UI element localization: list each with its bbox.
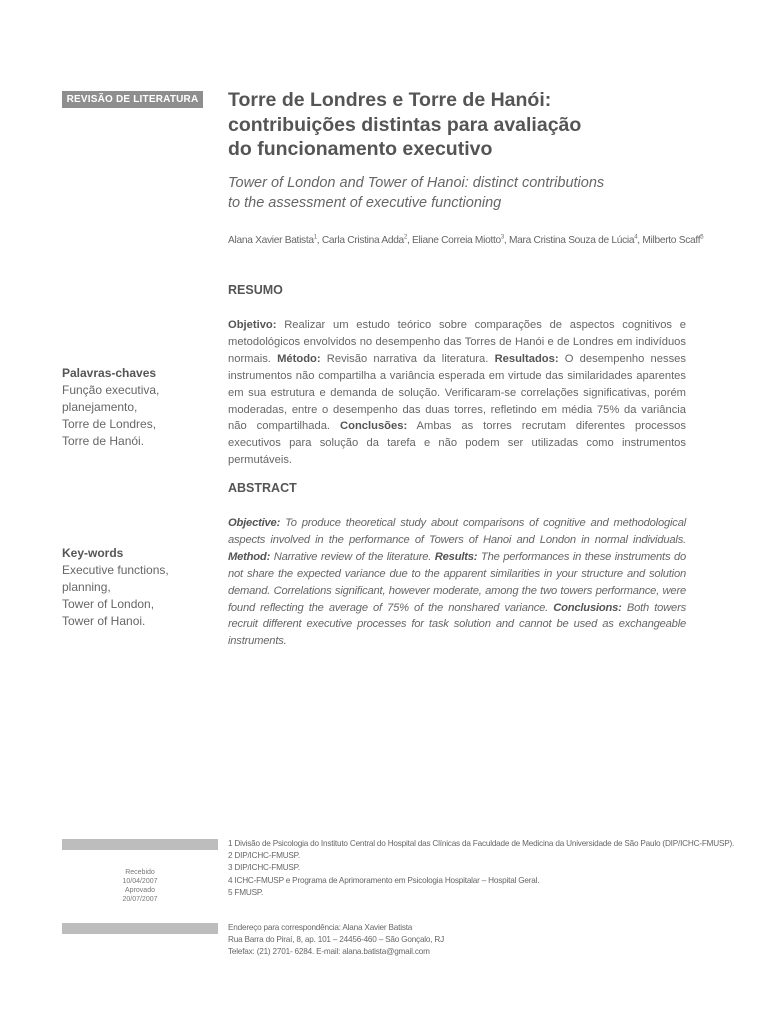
correspondence-address [228,922,748,959]
article-subtitle [228,173,728,213]
subtitle-line: Tower of London and Tower of Hanoi: distinct contributions [228,175,605,191]
author-affiliation: 3 [500,234,504,241]
footnote: 2 DIP/ICHC-FMUSP. [228,851,300,861]
metodo-text: Revisão narrativa da literatura. [320,352,495,365]
conclusoes-label: Conclusões: [340,420,408,433]
received-label: Recebido [125,869,155,876]
keyword-item: planning, [62,580,111,594]
approved-label: Aprovado [125,887,155,894]
method-label: Method: [228,550,271,563]
section-tag: REVISÃO DE LITERATURA [62,91,203,108]
author-affiliation: 4 [634,234,638,241]
keywords-pt-heading: Palavras-chaves [62,366,157,380]
title-line: do funcionamento executivo [228,138,493,160]
author-affiliation: 5 [700,234,704,241]
keywords-pt [62,365,222,450]
correspondence-line: Endereço para correspondência: Alana Xavier Batista [228,923,413,932]
title-line: Torre de Londres e Torre de Hanói: [228,89,552,111]
keyword-item: Executive functions, [62,563,169,577]
resultados-label: Resultados: [494,352,559,365]
results-text: The performances in these instruments do not share the expected variance due to the apparent similarities in your structure and solution demand. Correlations significant, however moderate, among the two towers performance, were found reflecting the average of 75% of the nonshared variance. [228,550,686,614]
correspondence-line: Rua Barra do Piraí, 8, ap. 101 – 24456-460 – São Gonçalo, RJ [228,935,445,945]
author-name: Milberto Scaff [642,235,701,246]
correspondence-line: Telefax: (21) 2701- 6284. E-mail: alana.batista@gmail.com [228,947,430,957]
submission-dates [62,868,218,904]
footnote: 5 FMUSP. [228,887,264,897]
objetivo-label: Objetivo: [228,319,277,331]
keyword-item: Tower of London, [62,597,155,611]
author-affiliation: 1 [313,234,317,241]
abstract-body [228,515,686,650]
footnote: 1 Divisão de Psicologia do Instituto Central do Hospital das Clínicas da Faculdade de Medicina da Universidade de São Paulo (DIP/ICHC-FMUSP). [228,839,735,848]
affiliation-footnotes [228,838,748,899]
author-name: Mara Cristina Souza de Lúcia [508,235,635,246]
metodo-label: Método: [277,352,321,365]
resumo-heading: RESUMO [228,283,283,297]
article-title [228,88,728,162]
conclusoes-text: Ambas as torres recrutam diferentes processos executivos para solução da tarefa e não podem ser utilizadas como instrumentos permutáveis. [228,420,686,467]
method-text: Narrative review of the literature. [270,550,435,563]
keyword-item: Função executiva, [62,383,160,397]
received-date: 10/04/2007 [122,878,158,885]
keyword-item: Torre de Hanói. [62,434,145,448]
author-affiliation: 2 [403,234,407,241]
objetivo-text: Realizar um estudo teórico sobre comparações de aspectos cognitivos e metodológicos envolvidos no desempenho das Torres de Hanói e de Londres em indivíduos normais. [228,319,686,365]
footnote: 4 ICHC-FMUSP e Programa de Aprimoramento em Psicologia Hospitalar – Hospital Geral. [228,875,540,885]
title-line: contribuições distintas para avaliação [228,113,582,136]
results-label: Results: [434,550,478,563]
footnote: 3 DIP/ICHC-FMUSP. [228,863,300,873]
keyword-item: Torre de Londres, [62,417,157,431]
keywords-en [62,545,222,630]
abstract-heading: ABSTRACT [228,481,297,495]
author-name: Eliane Correia Miotto [412,235,501,246]
approved-date: 20/07/2007 [122,896,158,903]
subtitle-line: to the assessment of executive functioning [228,195,502,211]
author-name: Alana Xavier Batista [228,235,314,246]
conclusions-label: Conclusions: [553,601,622,614]
keyword-item: Tower of Hanoi. [62,614,146,628]
author-name: Carla Cristina Adda [321,235,404,246]
objective-text: To produce theoretical study about comparisons of cognitive and methodological aspects involved in the performance of Towers of Hanoi and London in normal individuals. [228,517,686,546]
author-list: Alana Xavier Batista$^1$, Carla Cristina Adda$^2$, Eliane Correia Miotto$^3$, Mara Cristina Souza de Lúcia$^4$, Milberto Scaff$^5$ [228,234,704,246]
correspondence-rule [62,923,218,934]
footnote-rule [62,839,218,850]
objective-label: Objective: [228,517,281,529]
conclusions-text: Both towers recruit different executive processes for task solution and cannot be used as exchangeable instruments. [228,601,686,648]
resumo-body [228,317,686,469]
resultados-text: O desempenho nesses instrumentos não compartilha a variância esperada em virtude das similaridades aparentes em sua estrutura e demanda de solução. Verificaram-se correlações significativas, porém moderadas, entre o desempenho das duas torres, refletindo em média 75% da variância não compartilhada. [228,352,686,433]
keywords-en-heading: Key-words [62,546,124,560]
keyword-item: planejamento, [62,400,138,414]
